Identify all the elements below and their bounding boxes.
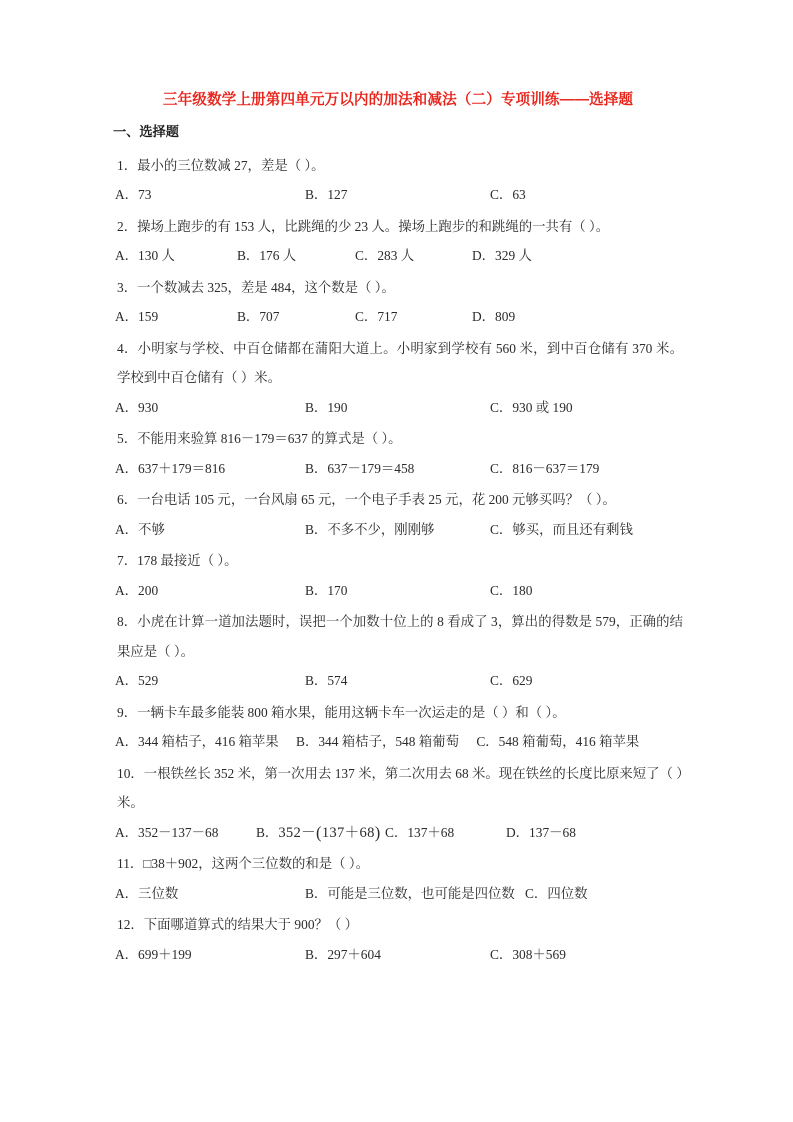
question-8-option-b[interactable]: B．574 <box>305 673 348 689</box>
question-7-option-b[interactable]: B．170 <box>305 582 348 598</box>
question-9 <box>113 698 683 757</box>
math-lead: 352－ <box>278 824 317 841</box>
question-3-options <box>113 302 683 332</box>
question-5-option-c[interactable]: C．816－637＝179 <box>490 460 600 476</box>
question-12-option-c[interactable]: C．308＋569 <box>490 946 566 962</box>
question-2-option-c[interactable]: C．283 人 <box>355 248 415 264</box>
question-11-text: 11．□38＋902，这两个三位数的和是（ ）。 <box>117 856 369 872</box>
question-5-options <box>113 454 683 484</box>
math-inner: 137＋68 <box>321 824 375 841</box>
question-7-text: 7．178 最接近（ ）。 <box>117 553 238 569</box>
question-12-option-b[interactable]: B．297＋604 <box>305 946 381 962</box>
question-9-options <box>113 727 683 757</box>
question-2-text: 2．操场上跑步的有 153 人，比跳绳的少 23 人。操场上跑步的和跳绳的一共有（ ）。 <box>117 218 610 234</box>
page-title: 三年级数学上册第四单元万以内的加法和减法（二）专项训练——选择题 <box>162 92 634 108</box>
question-6-text: 6．一台电话 105 元，一台风扇 65 元，一个电子手表 25 元，花 200 元够买吗？（ ）。 <box>117 492 616 508</box>
question-10-options <box>113 818 683 848</box>
question-3-option-b[interactable]: B．707 <box>237 309 280 325</box>
question-6-option-b[interactable]: B．不多不少，刚刚够 <box>305 521 435 537</box>
question-10-option-b-label: B． <box>256 824 279 840</box>
question-2-option-b[interactable]: B．176 人 <box>237 248 297 264</box>
question-4-option-c[interactable]: C．930 或 190 <box>490 399 573 415</box>
question-8-text: 8．小虎在计算一道加法题时，误把一个加数十位上的 8 看成了 3，算出的得数是 579，正确的结果应是（ ）。 <box>117 614 683 659</box>
question-5 <box>113 424 683 483</box>
question-5-option-b[interactable]: B．637－179＝458 <box>305 460 415 476</box>
question-3 <box>113 273 683 332</box>
question-2-options <box>113 241 683 271</box>
question-6-options <box>113 515 683 545</box>
question-4-text: 4．小明家与学校、中百仓储都在蒲阳大道上。小明家到学校有 560 米，到中百仓储有 370 米。学校到中百仓储有（ ）米。 <box>117 340 683 386</box>
question-3-option-d[interactable]: D．809 <box>472 309 516 325</box>
question-2-option-a[interactable]: A．130 人 <box>115 248 175 264</box>
question-6 <box>113 485 683 544</box>
section-heading-choice: 一、选择题 <box>113 124 179 140</box>
document-content <box>113 90 683 971</box>
question-11 <box>113 849 683 908</box>
question-1-option-b[interactable]: B．127 <box>305 187 348 203</box>
question-6-option-a[interactable]: A．不够 <box>115 521 165 537</box>
question-12-options <box>113 940 683 970</box>
question-3-option-a[interactable]: A．159 <box>115 309 159 325</box>
question-10-option-d[interactable]: D．137－68 <box>506 824 576 840</box>
question-1-option-a[interactable]: A．73 <box>115 187 152 203</box>
question-8 <box>113 607 683 696</box>
question-12-option-a[interactable]: A．699＋199 <box>115 946 192 962</box>
question-1-option-c[interactable]: C．63 <box>490 187 526 203</box>
question-4-options <box>113 393 683 423</box>
question-11-option-a[interactable]: A．三位数 <box>115 885 179 901</box>
question-2 <box>113 212 683 271</box>
question-5-text: 5．不能用来验算 816－179＝637 的算式是（ ）。 <box>117 431 402 447</box>
question-9-option-b[interactable]: B．344 箱桔子，548 箱葡萄 <box>296 734 459 750</box>
question-7-option-c[interactable]: C．180 <box>490 582 533 598</box>
question-12 <box>113 910 683 969</box>
question-10-option-c[interactable]: C．137＋68 <box>385 824 455 840</box>
question-4-option-b[interactable]: B．190 <box>305 399 348 415</box>
question-12-text: 12．下面哪道算式的结果大于 900？（ ） <box>117 917 359 933</box>
question-4 <box>113 334 683 423</box>
math-close-paren: ) <box>374 822 381 842</box>
question-7 <box>113 546 683 605</box>
question-10-option-a[interactable]: A．352－137－68 <box>115 824 219 840</box>
question-1-text: 1．最小的三位数减 27，差是（ ）。 <box>117 157 325 173</box>
question-6-option-c[interactable]: C．够买，而且还有剩钱 <box>490 521 633 537</box>
question-8-option-a[interactable]: A．529 <box>115 673 159 689</box>
question-2-option-d[interactable]: D．329 人 <box>472 248 532 264</box>
question-7-options <box>113 576 683 606</box>
question-8-option-c[interactable]: C．629 <box>490 673 533 689</box>
question-10 <box>113 759 683 848</box>
question-3-option-c[interactable]: C．717 <box>355 309 398 325</box>
question-9-option-a[interactable]: A．344 箱桔子，416 箱苹果 <box>115 734 279 750</box>
question-11-option-b[interactable]: B．可能是三位数，也可能是四位数 <box>305 885 515 901</box>
question-9-text: 9．一辆卡车最多能装 800 箱水果，能用这辆卡车一次运走的是（ ）和（ ）。 <box>117 704 566 720</box>
question-9-option-c[interactable]: C．548 箱葡萄，416 箱苹果 <box>476 734 640 750</box>
question-10-text: 10．一根铁丝长 352 米，第一次用去 137 米，第二次用去 68 米。现在铁丝的长度比原来短了（ ）米。 <box>117 765 683 811</box>
question-8-options <box>113 666 683 696</box>
question-7-option-a[interactable]: A．200 <box>115 582 159 598</box>
question-4-option-a[interactable]: A．930 <box>115 399 159 415</box>
question-5-option-a[interactable]: A．637＋179＝816 <box>115 460 226 476</box>
question-10-option-b[interactable] <box>256 817 381 849</box>
math-open-paren: ( <box>316 822 322 842</box>
question-10-option-b-expression <box>278 822 381 842</box>
question-1-options <box>113 180 683 210</box>
question-1 <box>113 151 683 210</box>
question-11-options <box>113 879 683 909</box>
question-3-text: 3．一个数减去 325，差是 484，这个数是（ ）。 <box>117 279 395 295</box>
question-11-option-c[interactable]: C．四位数 <box>525 885 588 901</box>
